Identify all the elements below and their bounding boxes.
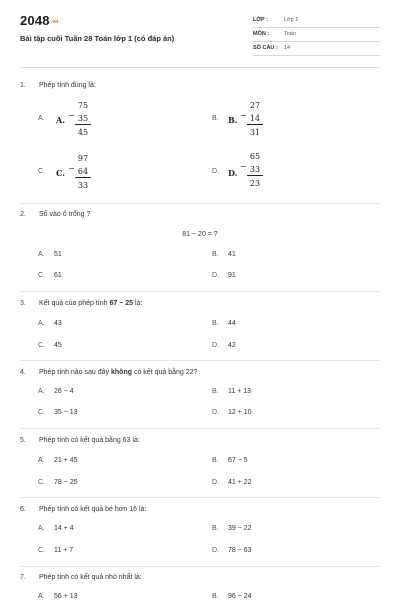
option-letter: D. — [212, 272, 219, 279]
minus-sign: − — [68, 164, 75, 173]
question-text-part: Phép tính nào sau đây — [39, 369, 111, 376]
option-letter: B. — [212, 457, 219, 464]
question-separator — [20, 291, 380, 292]
top-number: 65 — [249, 152, 261, 161]
question-number: 6. — [20, 506, 26, 513]
option-letter: A. — [38, 593, 45, 600]
bottom-number: 35 — [77, 114, 89, 123]
option-letter: B. — [212, 388, 219, 395]
top-number: 97 — [77, 154, 89, 163]
result-number: 31 — [249, 128, 261, 137]
top-number: 27 — [249, 101, 261, 110]
question-text-emphasis: 67 − 25 — [109, 300, 134, 307]
question-separator — [20, 360, 380, 361]
header-divider — [20, 67, 380, 68]
option-letter: B. — [212, 525, 219, 532]
option-letter: C. — [38, 272, 45, 279]
meta-subject-row — [253, 27, 380, 42]
option-bold-letter: B. — [228, 115, 238, 125]
option-value: 43 — [54, 320, 62, 327]
result-number: 23 — [249, 179, 261, 188]
logo-suffix: .vn — [50, 18, 59, 25]
sum-bar — [75, 177, 91, 178]
question-text-part: là: — [133, 300, 143, 307]
question-separator — [20, 566, 380, 567]
option-value: 41 — [228, 251, 236, 258]
question-text-part: Kết quả của phép tính — [39, 300, 110, 307]
meta-count-value: 14 — [284, 45, 291, 51]
option-value: 11 + 7 — [54, 547, 74, 554]
question-text — [39, 300, 142, 307]
question-text: Phép tính có kết quả bé hơn 16 là: — [39, 506, 147, 513]
bottom-number: 33 — [249, 165, 261, 174]
option-letter: C. — [38, 409, 45, 416]
question-text: Phép tính đúng là: — [39, 82, 96, 89]
option-value: 44 — [228, 320, 236, 327]
option-value: 12 + 10 — [228, 409, 252, 416]
option-value: 41 + 22 — [228, 479, 252, 486]
result-number: 45 — [77, 128, 89, 137]
option-value: 78 − 25 — [54, 479, 78, 486]
option-value: 21 + 45 — [54, 457, 78, 464]
option-letter: C. — [38, 342, 45, 349]
option-letter: D. — [212, 168, 219, 175]
sum-bar — [247, 175, 263, 176]
question-number: 2. — [20, 211, 26, 218]
question-text: Phép tính có kết quả nhỏ nhất là: — [39, 574, 142, 581]
site-logo[interactable] — [20, 13, 59, 28]
question-text-emphasis: không — [111, 369, 132, 376]
logo-text: 2048 — [20, 13, 50, 28]
option-letter: A. — [38, 251, 45, 258]
option-value: 78 − 63 — [228, 547, 252, 554]
column-subtraction-1d — [228, 152, 268, 192]
option-value: 39 − 22 — [228, 525, 252, 532]
top-number: 75 — [77, 101, 89, 110]
option-value: 14 + 4 — [54, 525, 74, 532]
column-subtraction-1a — [56, 101, 96, 141]
option-letter: A. — [38, 525, 45, 532]
meta-class-label: LỚP : — [253, 17, 268, 23]
question-separator — [20, 428, 380, 429]
bottom-number: 14 — [249, 114, 261, 123]
option-letter: A. — [38, 388, 45, 395]
meta-count-row — [253, 41, 380, 56]
option-letter: D. — [212, 479, 219, 486]
option-bold-letter: D. — [228, 168, 238, 178]
option-value: 56 + 13 — [54, 593, 78, 600]
option-letter: C. — [38, 168, 45, 175]
question-text: Số vào ô trống ? — [39, 211, 91, 218]
option-letter: B. — [212, 593, 219, 600]
option-letter: B. — [212, 251, 219, 258]
column-subtraction-1b — [228, 101, 268, 141]
option-letter: C. — [38, 479, 45, 486]
question-text-part: có kết quả bằng 22? — [132, 369, 198, 376]
question-number: 4. — [20, 369, 26, 376]
option-letter: B. — [212, 320, 219, 327]
minus-sign: − — [240, 111, 247, 120]
option-letter: D. — [212, 547, 219, 554]
meta-subject-label: MÔN : — [253, 31, 270, 37]
question-separator — [20, 203, 380, 204]
minus-sign: − — [68, 111, 75, 120]
option-letter: D. — [212, 409, 219, 416]
question-number: 1. — [20, 82, 26, 89]
option-bold-letter: C. — [56, 168, 66, 178]
meta-subject-value: Toán — [284, 31, 296, 37]
bottom-number: 64 — [77, 167, 89, 176]
option-value: 45 — [54, 342, 62, 349]
meta-class-value: Lớp 1 — [284, 17, 299, 23]
option-value: 51 — [54, 251, 62, 258]
result-number: 33 — [77, 181, 89, 190]
question-number: 5. — [20, 437, 26, 444]
column-subtraction-1c — [56, 154, 96, 194]
meta-class-row — [253, 13, 380, 28]
option-value: 35 − 13 — [54, 409, 78, 416]
question-expression: 81 − 20 = ? — [182, 231, 218, 238]
document-header — [0, 0, 400, 66]
option-value: 61 — [54, 272, 62, 279]
meta-count-label: SỐ CÂU : — [253, 45, 278, 51]
option-value: 91 — [228, 272, 236, 279]
option-letter: D. — [212, 342, 219, 349]
option-letter: A. — [38, 457, 45, 464]
option-value: 42 — [228, 342, 236, 349]
sum-bar — [247, 124, 263, 125]
question-separator — [20, 497, 380, 498]
option-bold-letter: A. — [56, 115, 65, 125]
question-text: Phép tính có kết quả bằng 63 là: — [39, 437, 140, 444]
option-value: 11 + 13 — [228, 388, 252, 395]
option-value: 26 − 4 — [54, 388, 74, 395]
page-title: Bài tập cuối Tuần 28 Toán lớp 1 (có đáp án) — [20, 34, 175, 43]
option-letter: A. — [38, 115, 45, 122]
question-number: 3. — [20, 300, 26, 307]
minus-sign: − — [240, 162, 247, 171]
option-letter: A. — [38, 320, 45, 327]
question-text — [39, 369, 197, 376]
option-value: 67 − 5 — [228, 457, 248, 464]
option-letter: C. — [38, 547, 45, 554]
option-value: 96 − 24 — [228, 593, 252, 600]
sum-bar — [75, 124, 91, 125]
question-number: 7. — [20, 574, 26, 581]
option-letter: B. — [212, 115, 219, 122]
